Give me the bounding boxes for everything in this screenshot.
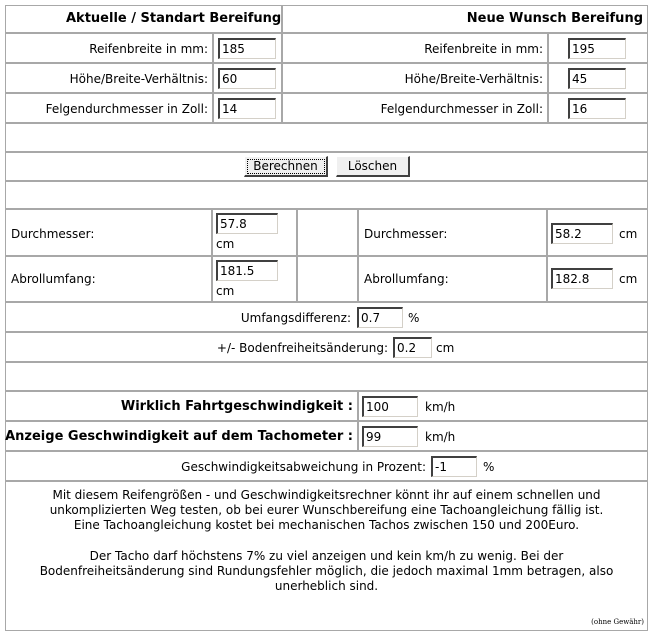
real-speed-unit: km/h — [425, 400, 456, 414]
info-text-line: Mit diesem Reifengrößen - und Geschwindigkeitsrechner könnt ihr auf einem schnellen und — [52, 488, 601, 502]
desired-ratio-label-cell — [282, 63, 548, 93]
desired-diameter-value-cell — [547, 209, 648, 256]
desired-rim-input[interactable] — [568, 98, 626, 119]
speed-deviation-output[interactable] — [431, 456, 477, 477]
desired-ratio-input-cell — [548, 63, 648, 93]
current-rim-label-cell — [5, 93, 213, 123]
desired-diameter-unit: cm — [619, 227, 638, 241]
middle-gap-cell — [297, 256, 358, 302]
info-text-line: unkomplizierten Weg testen, ob bei eurer Wunschbereifung eine Tachoangleichung fällig ist. — [49, 503, 604, 517]
desired-rim-label-cell — [282, 93, 548, 123]
ground-clearance-label: +/- Bodenfreiheitsänderung: — [216, 341, 388, 355]
current-diameter-unit: cm — [216, 237, 235, 251]
desired-width-label-cell — [282, 33, 548, 63]
current-width-input[interactable] — [218, 38, 276, 59]
current-circumference-value-cell — [212, 256, 297, 302]
current-tires-heading: Aktuelle / Standart Bereifung — [66, 11, 282, 26]
current-width-label: Reifenbreite in mm: — [89, 42, 208, 56]
ground-clearance-unit: cm — [436, 341, 455, 355]
disclaimer-text: (ohne Gewähr) — [591, 618, 644, 626]
desired-ratio-input[interactable] — [568, 68, 626, 89]
desired-rim-label: Felgendurchmesser in Zoll: — [380, 102, 543, 116]
desired-tires-heading: Neue Wunsch Bereifung — [466, 11, 643, 26]
desired-circumference-value-cell — [547, 256, 648, 302]
desired-ratio-label: Höhe/Breite-Verhältnis: — [404, 72, 543, 86]
current-rim-input-cell — [213, 93, 282, 123]
circumference-difference-unit: % — [408, 311, 420, 325]
current-rim-label: Felgendurchmesser in Zoll: — [45, 102, 208, 116]
real-speed-label: Wirklich Fahrtgeschwindigkeit : — [120, 399, 353, 414]
current-ratio-input-cell — [213, 63, 282, 93]
ground-clearance-row — [5, 332, 648, 362]
current-diameter-value-cell — [212, 209, 297, 256]
current-diameter-label-cell — [5, 209, 212, 256]
desired-circumference-label: Abrollumfang: — [364, 272, 449, 286]
clear-button[interactable]: Löschen — [336, 156, 410, 177]
speed-deviation-row — [5, 451, 648, 481]
calculate-button[interactable]: Berechnen — [244, 156, 328, 177]
circumference-difference-row — [5, 302, 648, 332]
desired-circumference-label-cell — [358, 256, 547, 302]
desired-width-input[interactable] — [568, 38, 626, 59]
desired-diameter-label-cell — [358, 209, 547, 256]
button-row — [5, 152, 648, 181]
desired-diameter-output[interactable] — [551, 223, 613, 244]
speed-deviation-unit: % — [483, 460, 495, 474]
display-speed-unit: km/h — [425, 430, 456, 444]
current-circumference-label-cell — [5, 256, 212, 302]
info-text-line: Der Tacho darf höchstens 7% zu viel anzeigen und kein km/h zu wenig. Bei der — [89, 549, 564, 563]
current-width-input-cell — [213, 33, 282, 63]
current-ratio-label-cell — [5, 63, 213, 93]
current-ratio-input[interactable] — [218, 68, 276, 89]
speed-deviation-label: Geschwindigkeitsabweichung in Prozent: — [181, 460, 426, 474]
info-box — [5, 481, 648, 631]
desired-circumference-output[interactable] — [551, 268, 613, 289]
current-width-label-cell — [5, 33, 213, 63]
real-speed-label-cell — [5, 391, 358, 421]
middle-gap-cell — [297, 209, 358, 256]
desired-rim-input-cell — [548, 93, 648, 123]
info-text-line: Eine Tachoangleichung kostet bei mechanischen Tachos zwischen 150 und 200Euro. — [73, 518, 580, 532]
spacer-row — [5, 181, 648, 209]
spacer-row — [5, 123, 648, 152]
desired-diameter-label: Durchmesser: — [364, 227, 448, 241]
desired-circumference-unit: cm — [619, 272, 638, 286]
desired-width-label: Reifenbreite in mm: — [424, 42, 543, 56]
spacer-row — [5, 362, 648, 391]
real-speed-input-cell — [358, 391, 648, 421]
current-diameter-output[interactable] — [216, 213, 278, 234]
current-circumference-unit: cm — [216, 284, 235, 298]
current-rim-input[interactable] — [218, 98, 276, 119]
header-right-cell — [282, 5, 648, 33]
display-speed-input[interactable] — [362, 426, 418, 447]
ground-clearance-output[interactable] — [393, 337, 432, 358]
header-left-cell — [5, 5, 282, 33]
circumference-difference-output[interactable] — [357, 307, 403, 328]
current-diameter-label: Durchmesser: — [11, 227, 95, 241]
display-speed-label: Anzeige Geschwindigkeit auf dem Tachometer : — [5, 429, 353, 444]
current-ratio-label: Höhe/Breite-Verhältnis: — [69, 72, 208, 86]
current-circumference-output[interactable] — [216, 260, 278, 281]
info-text-line: Bodenfreiheitsänderung sind Rundungsfehler möglich, die jedoch maximal 1mm betragen, also — [39, 564, 614, 578]
current-circumference-label: Abrollumfang: — [11, 272, 96, 286]
desired-width-input-cell — [548, 33, 648, 63]
circumference-difference-label: Umfangsdifferenz: — [240, 311, 351, 325]
info-text-line: unerheblich sind. — [274, 579, 379, 593]
display-speed-input-cell — [358, 421, 648, 451]
display-speed-label-cell — [5, 421, 358, 451]
real-speed-input[interactable] — [362, 396, 418, 417]
